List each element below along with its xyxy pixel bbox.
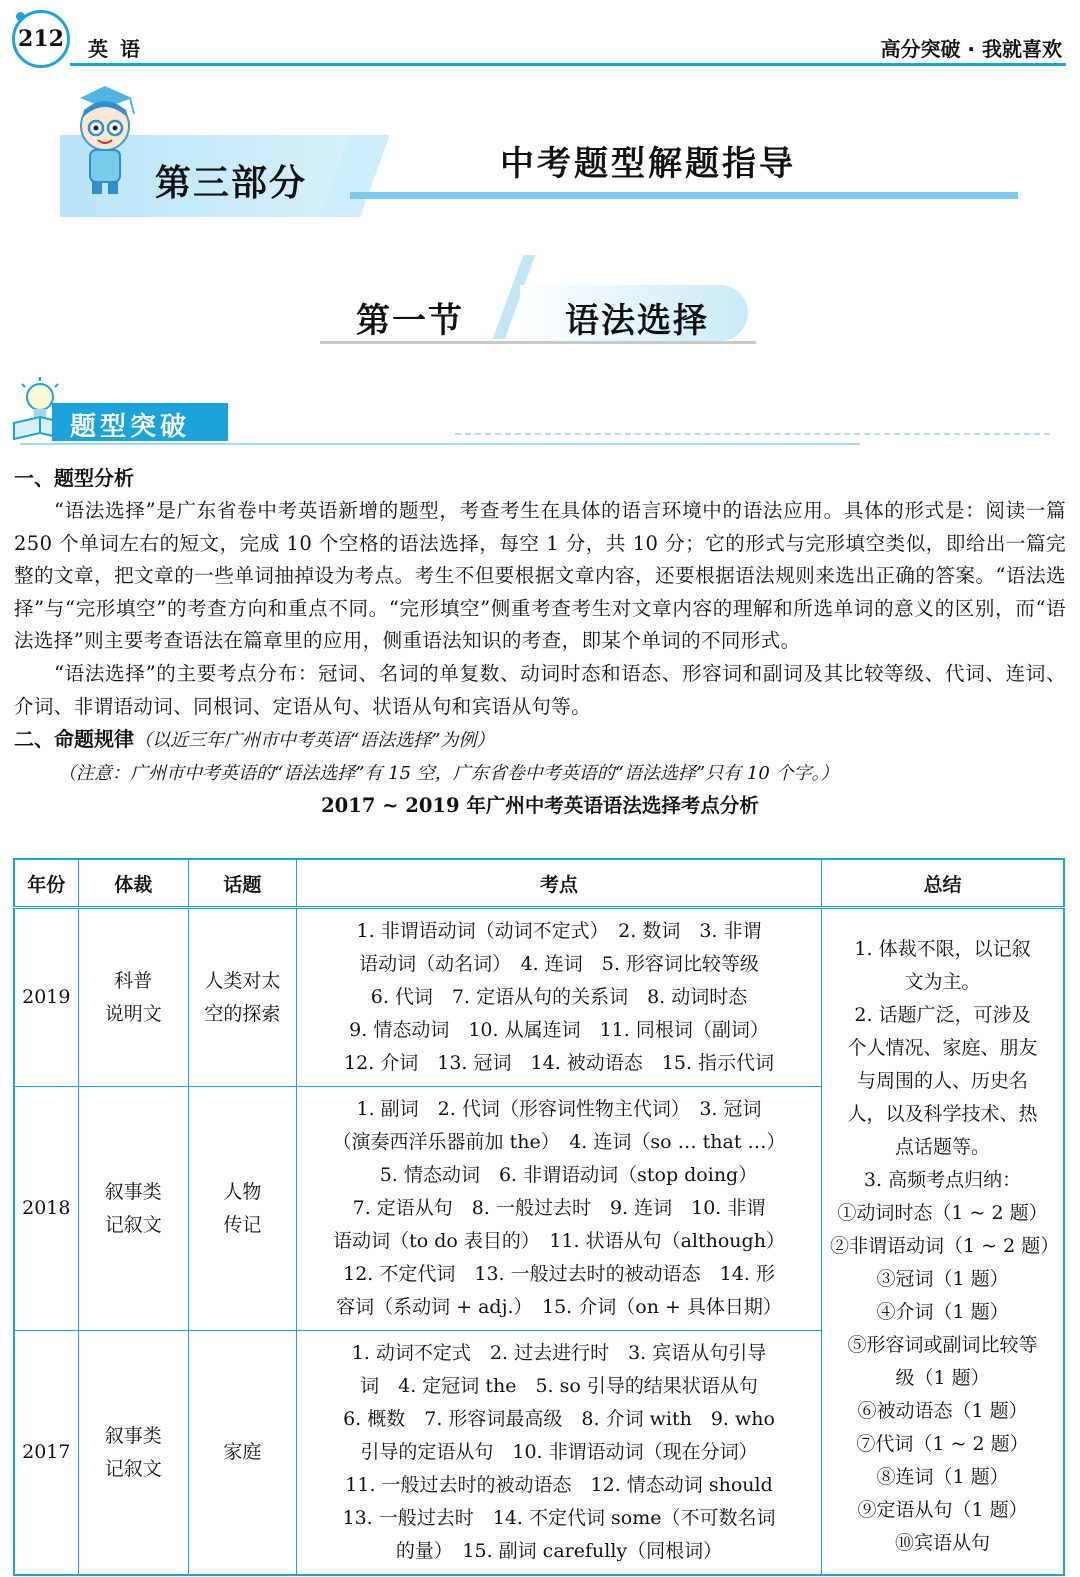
summary-cell: [822, 908, 1064, 1576]
section-title: 语法选择: [565, 301, 709, 341]
question-type-label: 题型突破: [70, 412, 191, 442]
table-header-cell: 考点: [297, 859, 822, 908]
genre-line: 记叙文: [104, 1213, 162, 1236]
summary-line: ⑨定语从句（1 题）: [857, 1499, 1028, 1521]
subject-label: 英语: [88, 37, 152, 61]
table-header-cell: 话题: [188, 859, 296, 908]
point-line: 5. 情态动词 6. 非谓语动词（stop doing）: [360, 1164, 758, 1186]
page-header: [0, 0, 1080, 80]
genre-cell: [78, 908, 188, 1087]
table-title: 2017 ~ 2019 年广州中考英语语法选择考点分析: [321, 794, 759, 818]
year-cell: 2017: [14, 1331, 78, 1576]
topic-cell: [188, 908, 296, 1087]
topic-line: 空的探索: [204, 1002, 281, 1025]
genre-line: 记叙文: [104, 1457, 162, 1480]
point-line: （演奏西洋乐器前加 the） 4. 连词（so … that …）: [332, 1131, 786, 1153]
genre-line: 叙事类: [104, 1424, 162, 1447]
section-label: 第一节: [356, 301, 464, 341]
table-header-cell: 年份: [14, 859, 78, 908]
section-underline: [320, 341, 756, 344]
point-line: 7. 定语从句 8. 一般过去时 9. 连词 10. 非谓: [352, 1197, 766, 1219]
table-header-cell: 体裁: [78, 859, 188, 908]
summary-line: ⑦代词（1 ~ 2 题）: [856, 1433, 1029, 1455]
summary-line: 点话题等。: [895, 1136, 991, 1158]
topic-line: 人类对太: [204, 969, 281, 992]
main-content: [14, 462, 1066, 822]
point-line: 1. 副词 2. 代词（形容词性物主代词） 3. 冠词: [356, 1098, 762, 1120]
part-title: 中考题型解题指导: [500, 144, 796, 184]
point-line: 6. 代词 7. 定语从句的关系词 8. 动词时态: [370, 986, 748, 1008]
table-header-row: [14, 859, 1064, 908]
summary-line: ⑩宾语从句: [895, 1532, 991, 1554]
point-line: 1. 动词不定式 2. 过去进行时 3. 宾语从句引导: [351, 1342, 767, 1364]
point-line: 11. 一般过去时的被动语态 12. 情态动词 should: [345, 1474, 773, 1496]
genre-cell: [78, 1087, 188, 1331]
topic-cell: [188, 1331, 296, 1576]
page-number-dot: [16, 12, 25, 21]
summary-line: 文为主。: [904, 971, 981, 993]
question-type-underline: [20, 443, 860, 445]
point-line: 语动词（动名词） 4. 连词 5. 形容词比较等级: [359, 953, 759, 975]
point-line: 语动词（to do 表目的） 11. 状语从句（although）: [333, 1230, 785, 1252]
genre-line: 科普: [114, 969, 153, 992]
topic-line: 家庭: [223, 1441, 262, 1463]
summary-line: 2. 话题广泛，可涉及: [854, 1004, 1031, 1026]
section-banner: [320, 255, 760, 345]
part-banner: [60, 110, 1020, 220]
summary-line: ③冠词（1 题）: [876, 1268, 1009, 1290]
topic-line: 传记: [223, 1213, 262, 1236]
point-line: 12. 不定代词 13. 一般过去时的被动语态 14. 形: [343, 1263, 775, 1285]
rules-heading-note: （以近三年广州市中考英语“语法选择”为例）: [134, 730, 495, 752]
summary-line: ⑧连词（1 题）: [876, 1466, 1009, 1488]
point-line: 的量） 15. 副词 carefully（同根词）: [395, 1540, 723, 1562]
summary-line: 与周围的人、历史名: [857, 1070, 1029, 1092]
year-cell: 2019: [14, 908, 78, 1087]
dashed-divider: [455, 433, 1050, 435]
genre-cell: [78, 1331, 188, 1576]
cartoon-boy-mascot-icon: [60, 80, 150, 200]
summary-line: 级（1 题）: [895, 1367, 990, 1389]
rules-note: （注意：广州市中考英语的“语法选择”有 15 空，广东省卷中考英语的“语法选择”只有 10 个字。）: [58, 763, 839, 785]
point-line: 6. 概数 7. 形容词最高级 8. 介词 with 9. who: [343, 1408, 775, 1430]
page-number: 212: [12, 10, 70, 68]
point-line: 容词（系动词 + adj.） 15. 介词（on + 具体日期）: [336, 1296, 782, 1318]
summary-line: 1. 体裁不限，以记叙: [854, 938, 1031, 960]
summary-line: ⑥被动语态（1 题）: [857, 1400, 1028, 1422]
summary-line: ②非谓语动词（1 ~ 2 题）: [830, 1235, 1060, 1257]
rules-heading-line: [14, 723, 1066, 757]
summary-line: 3. 高频考点归纳：: [863, 1169, 1022, 1191]
part-title-underline: [350, 192, 1018, 199]
point-line: 词 4. 定冠词 the 5. so 引导的结果状语从句: [360, 1375, 758, 1397]
header-slogan: 高分突破 · 我就喜欢: [880, 37, 1062, 61]
points-cell: [297, 908, 822, 1087]
exam-analysis-table: [13, 858, 1065, 1576]
point-line: 12. 介词 13. 冠词 14. 被动语态 15. 指示代词: [344, 1052, 775, 1074]
summary-line: 人，以及科学技术、热: [847, 1103, 1038, 1125]
topic-line: 人物: [223, 1180, 262, 1203]
point-line: 引导的定语从句 10. 非谓语动词（现在分词）: [360, 1441, 758, 1463]
question-type-banner: [10, 375, 1050, 455]
analysis-paragraph-1: “语法选择”是广东省卷中考英语新增的题型，考查考生在具体的语言环境中的语法应用。具体的形式是：阅读一篇 250 个单词左右的短文，完成 10 个空格的语法选择，每空 1 分，共 10 分；它的形式与完形填空类似，即给出一篇完整的文章，把文章的一些单词抽掉设为考点。考生不但要根据文章内容，还要根据语法规则来选出正确的答案。“语法选择”与“完形填空”的考查方向和重点不同。“完形填空”侧重考查考生对文章内容的理解和所选单词的意义的区别，而“语法选择”则主要考查语法在篇章里的应用，侧重语法知识的考查，即某个单词的不同形式。: [14, 499, 1066, 653]
point-line: 9. 情态动词 10. 从属连词 11. 同根词（副词）: [349, 1019, 769, 1041]
summary-line: ①动词时态（1 ~ 2 题）: [837, 1202, 1048, 1224]
year-cell: 2018: [14, 1087, 78, 1331]
summary-line: ⑤形容词或副词比较等: [847, 1334, 1038, 1356]
genre-line: 叙事类: [104, 1180, 162, 1203]
analysis-paragraph-2: “语法选择”的主要考点分布：冠词、名词的单复数、动词时态和语态、形容词和副词及其比较等级、代词、连词、介词、非谓语动词、同根词、定语从句、状语从句和宾语从句等。: [14, 661, 1066, 718]
table-header-cell: 总结: [822, 859, 1064, 908]
genre-line: 说明文: [104, 1002, 162, 1025]
rules-heading: 二、命题规律: [14, 727, 134, 752]
point-line: 1. 非谓语动词（动词不定式） 2. 数词 3. 非谓: [356, 920, 762, 942]
part-label: 第三部分: [155, 163, 308, 204]
header-rule: [70, 63, 1066, 66]
points-cell: [297, 1331, 822, 1576]
analysis-heading: 一、题型分析: [14, 466, 134, 490]
summary-line: 个人情况、家庭、朋友: [847, 1037, 1038, 1059]
table-row: [14, 908, 1064, 1087]
point-line: 13. 一般过去时 14. 不定代词 some（不可数名词: [342, 1507, 776, 1529]
points-cell: [297, 1087, 822, 1331]
topic-cell: [188, 1087, 296, 1331]
summary-line: ④介词（1 题）: [876, 1301, 1009, 1323]
